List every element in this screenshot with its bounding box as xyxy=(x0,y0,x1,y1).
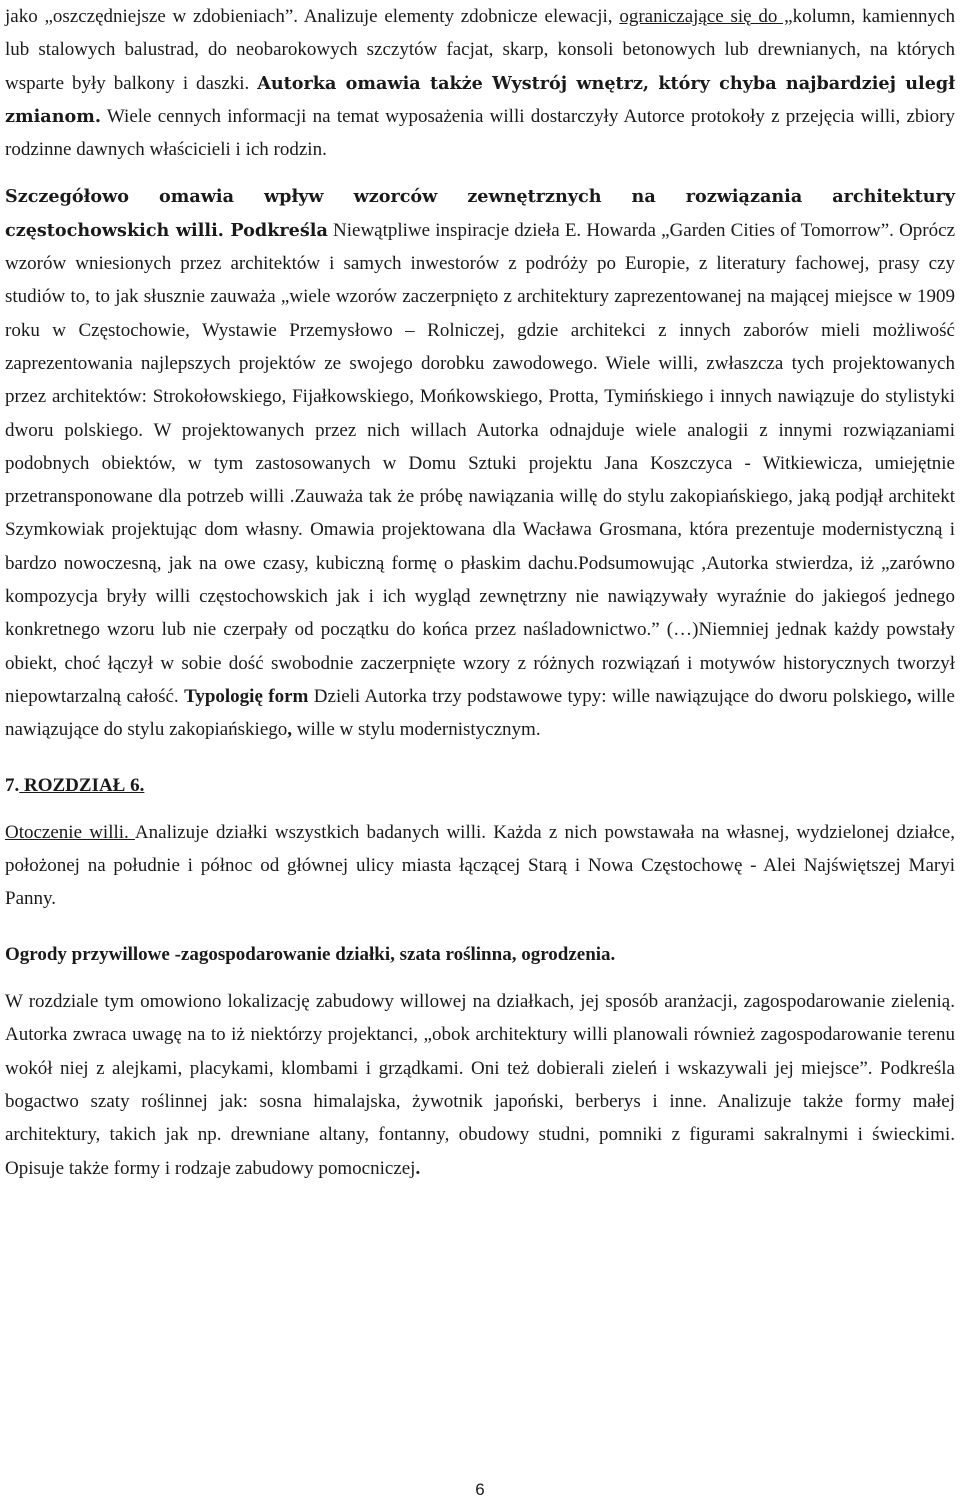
paragraph-exterior-decoration xyxy=(5,0,955,166)
bold-segment: Typologię form xyxy=(184,685,309,707)
section-subheading: Ogrody przywillowe -zagospodarowanie działki, szata roślinna, ogrodzenia. xyxy=(5,943,616,965)
underlined-segment: Otoczenie willi. xyxy=(5,821,135,843)
document-page xyxy=(5,0,955,1185)
text-segment: wille w stylu modernistycznym. xyxy=(292,719,541,741)
chapter-title: ROZDZIAŁ 6. xyxy=(19,774,145,796)
paragraph-villa-surroundings xyxy=(5,816,955,916)
underlined-segment: ograniczające się do „ xyxy=(619,6,793,27)
bold-segment: Autorka omawia także Wystrój wnętrz, który chyba najbardziej uległ zmianom. xyxy=(5,72,955,127)
text-segment: Dzieli Autorka trzy podstawowe typy: wille nawiązujące do dworu polskiego xyxy=(308,685,907,707)
bold-segment: . xyxy=(415,1157,421,1179)
chapter-number: 7. xyxy=(5,774,20,796)
paragraph-external-influences xyxy=(5,180,955,746)
bold-segment: , xyxy=(287,719,293,741)
paragraph-gardens xyxy=(5,985,955,1185)
text-segment: W rozdziale tym omowiono lokalizację zabudowy willowej na działkach, jej sposób aranżacji, zagospodarowanie zielenią. Autorka zwraca uwagę na to iż niektórzy projektanci, „obok architektury willi planowali również zagospodarowanie terenu wokół niej z alejkami, placykami, klombami i grządkami. Oni też dobierali zieleń i wskazywali jej miejsce”. Podkreśla bogactwo szaty roślinnej jak: sosna himalajska, żywotnik japoński, berberys i inne. Analizuje także formy małej architektury, takich jak np. drewniane altany, fontanny, obudowy studni, pomniki z figurami sakralnymi i świeckimi. Opisuje także formy i rodzaje zabudowy pomocniczej xyxy=(5,991,955,1179)
text-segment: wille nawiązujące do stylu zakopiańskiego xyxy=(5,685,955,741)
chapter-heading xyxy=(5,769,955,802)
text-segment: jako „oszczędniejsze w zdobieniach”. Analizuje elementy zdobnicze elewacji, xyxy=(5,6,620,27)
bold-segment: Szczegółowo omawia wpływ wzorców zewnętrznych na rozwiązania architektury częstochowskich willi. Podkreśla xyxy=(5,186,955,241)
page-number: 6 xyxy=(475,1480,485,1499)
bold-segment: , xyxy=(906,685,912,707)
text-segment: Niewątpliwe inspiracje dzieła E. Howarda „Garden Cities of Tomorrow”. Oprócz wzorów wniesionych przez architektów i samych inwestorów z podróży po Europie, z literatury fachowej, prasy czy studiów to, to jak słusznie zauważa „wiele wzorów zaczerpnięto z architektury zaprezentowanej na mającej miejsce w 1909 roku w Częstochowie, Wystawie Przemysłowo – Rolniczej, gdzie architekci z innych zaborów mieli możliwość zaprezentowania najlepszych projektów ze swojego dorobku zawodowego. Wiele willi, zwłaszcza tych projektowanych przez architektów: Strokołowskiego, Fijałkowskiego, Mońkowskiego, Protta, Tymińskiego i innych nawiązuje do stylistyki dworu polskiego. W projektowanych przez nich willach Autorka odnajduje wiele analogii z innymi rozwiązaniami podobnych obiektów, w tym zastosowanych w Domu Sztuki projektu Jana Koszczyca - Witkiewicza, umiejętnie przetransponowane dla potrzeb willi .Zauważa tak że próbę nawiązania willę do stylu zakopiańskiego, jaką podjął architekt Szymkowiak projektując dom własny. Omawia projektowana dla Wacława Grosmana, która prezentuje modernistyczną i bardzo nowoczesną, jak na owe czasy, kubiczną formę o płaskim dachu.Podsumowując ,Autorka stwierdza, iż „zarówno kompozycja bryły willi częstochowskich jak i ich wygląd zewnętrzny nie nawiązywały wyraźnie do jakiegoś jednego konkretnego wzoru lub nie czerpały od początku do końca przez naśladownictwo.” (…)Niemniej jednak każdy powstały obiekt, choć łączył w sobie dość swobodnie zaczerpnięte wzory z różnych rozwiązań i motywów historycznych tworzył niepowtarzalną całość. xyxy=(5,219,955,707)
text-segment: kolumn, kamiennych lub stalowych balustrad, do neobarokowych szczytów facjat, skarp, konsoli betonowych lub drewnianych, na których wsparte były balkony i daszki. xyxy=(5,6,955,94)
text-segment: Wiele cennych informacji na temat wyposażenia willi dostarczyły Autorce protokoły z przejęcia willi, zbiory rodzinne dawnych właścicieli i ich rodzin. xyxy=(5,105,955,161)
text-segment: Analizuje działki wszystkich badanych willi. Każda z nich powstawała na własnej, wydzielonej działce, położonej na południe i północ od głównej ulicy miasta łączącej Starą i Nowa Częstochowę - Alei Najświętszej Maryi Panny. xyxy=(5,821,955,910)
